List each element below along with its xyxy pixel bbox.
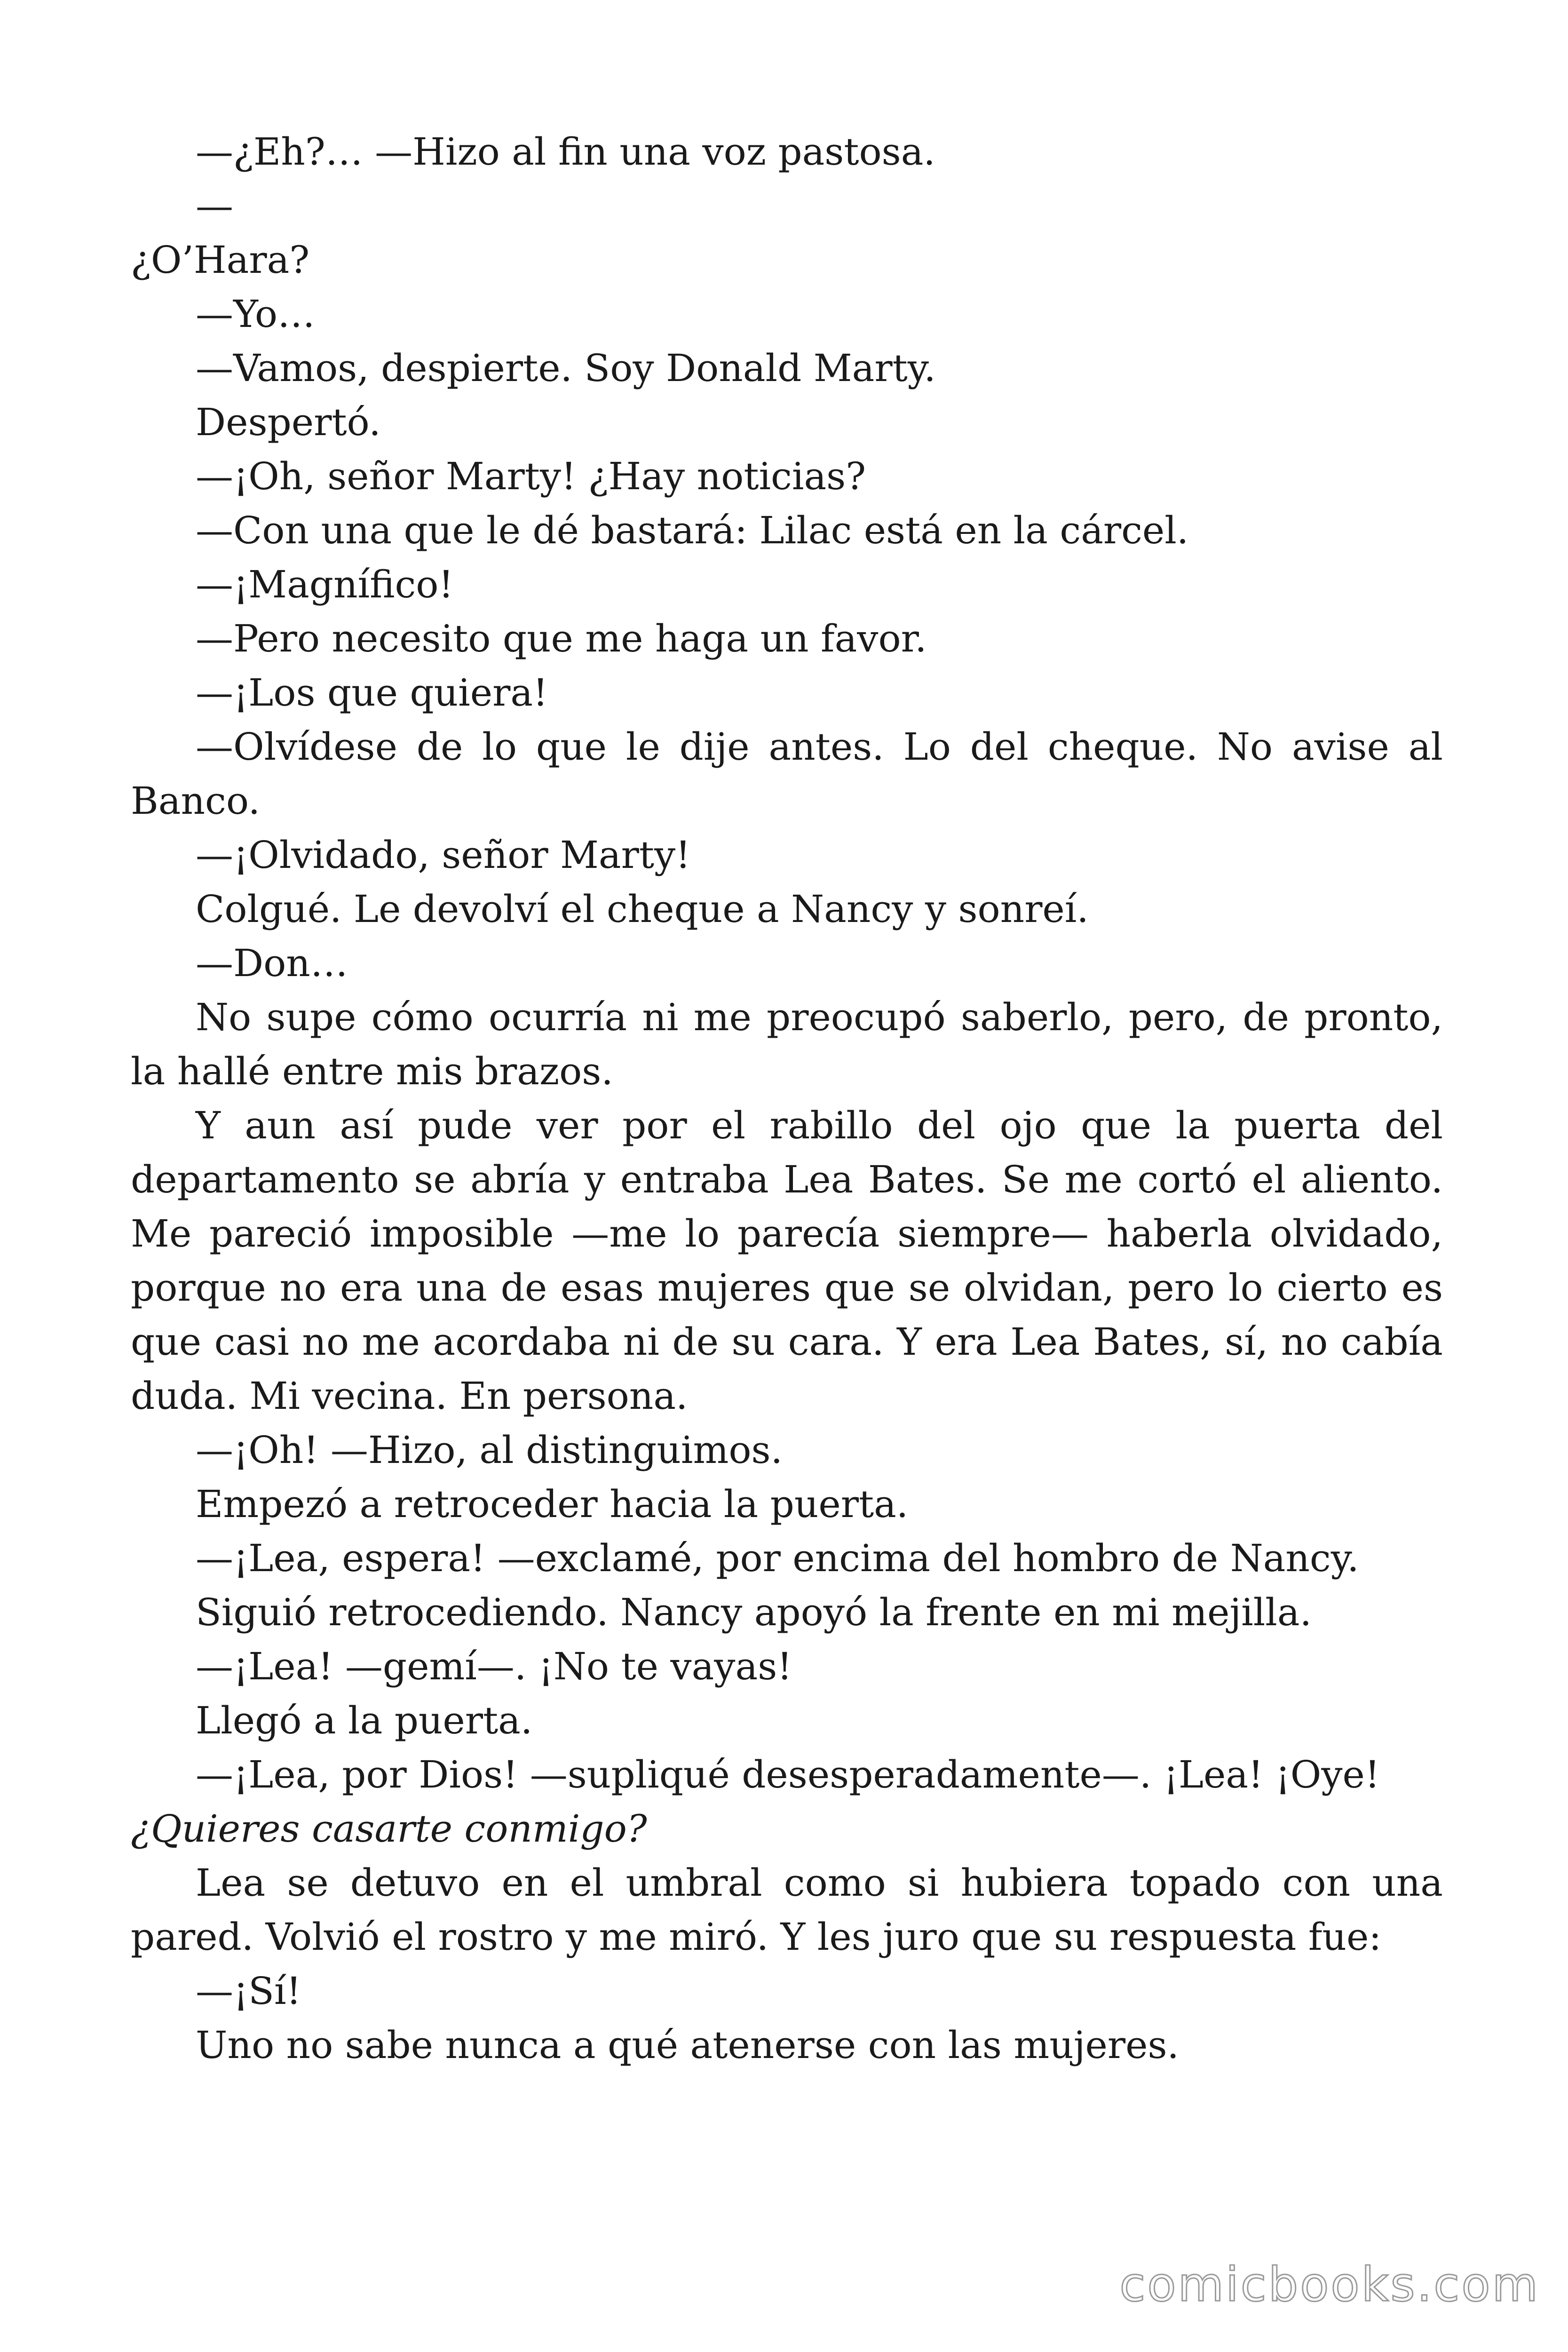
paragraph: —Olvídese de lo que le dije antes. Lo del cheque. No avise al Banco. — [131, 725, 1443, 823]
watermark: comicbooks.com — [1119, 2257, 1540, 2312]
paragraph: —Yo… — [196, 292, 316, 336]
page-body — [131, 125, 1443, 2072]
paragraph: Siguió retrocediendo. Nancy apoyó la frente en mi mejilla. — [196, 1590, 1312, 1634]
paragraph: —¡Oh, señor Marty! ¿Hay noticias? — [196, 454, 866, 498]
paragraph: —¿Eh?… —Hizo al fin una voz pastosa. — [196, 130, 935, 174]
paragraph: —¡Sí! — [196, 1969, 301, 2013]
paragraph: —¡Olvidado, señor Marty! — [196, 833, 691, 877]
paragraph: —¡Lea, por Dios! —supliqué desesperadamente—. ¡Lea! ¡Oye! — [196, 1753, 1380, 1796]
paragraph: —¡Magnífico! — [196, 563, 454, 606]
paragraph: Empezó a retroceder hacia la puerta. — [196, 1482, 909, 1526]
paragraph-italic: ¿Quieres casarte conmigo? — [131, 1807, 647, 1851]
paragraph: Lea se detuvo en el umbral como si hubiera topado con una pared. Volvió el rostro y me miró. Y les juro que su respuesta fue: — [131, 1861, 1443, 1959]
paragraph: — — [196, 184, 233, 228]
paragraph: —Pero necesito que me haga un favor. — [196, 617, 927, 660]
paragraph: —Don… — [196, 941, 348, 985]
paragraph: Llegó a la puerta. — [196, 1699, 533, 1742]
paragraph: No supe cómo ocurría ni me preocupó saberlo, pero, de pronto, la hallé entre mis brazos. — [131, 995, 1443, 1093]
paragraph: —Con una que le dé bastará: Lilac está en la cárcel. — [196, 509, 1189, 552]
paragraph: —¡Lea, espera! —exclamé, por encima del hombro de Nancy. — [196, 1536, 1359, 1580]
paragraph: —Vamos, despierte. Soy Donald Marty. — [196, 346, 936, 390]
paragraph: —¡Oh! —Hizo, al distinguimos. — [196, 1428, 783, 1472]
paragraph: —¡Lea! —gemí—. ¡No te vayas! — [196, 1645, 792, 1688]
paragraph: Despertó. — [196, 400, 381, 444]
paragraph: Y aun así pude ver por el rabillo del ojo que la puerta del departamento se abría y entraba Lea Bates. Se me cortó el aliento. Me pareció imposible —me lo parecía siempre— haberla olvidado, porque no era una de esas mujeres que se olvidan, pero lo cierto es que casi no me acordaba ni de su cara. Y era Lea Bates, sí, no cabía duda. Mi vecina. En persona. — [131, 1104, 1443, 1418]
paragraph: Colgué. Le devolví el cheque a Nancy y sonreí. — [196, 887, 1089, 931]
paragraph: —¡Los que quiera! — [196, 671, 548, 715]
paragraph: ¿O’Hara? — [131, 238, 310, 282]
paragraph: Uno no sabe nunca a qué atenerse con las mujeres. — [196, 2023, 1179, 2067]
